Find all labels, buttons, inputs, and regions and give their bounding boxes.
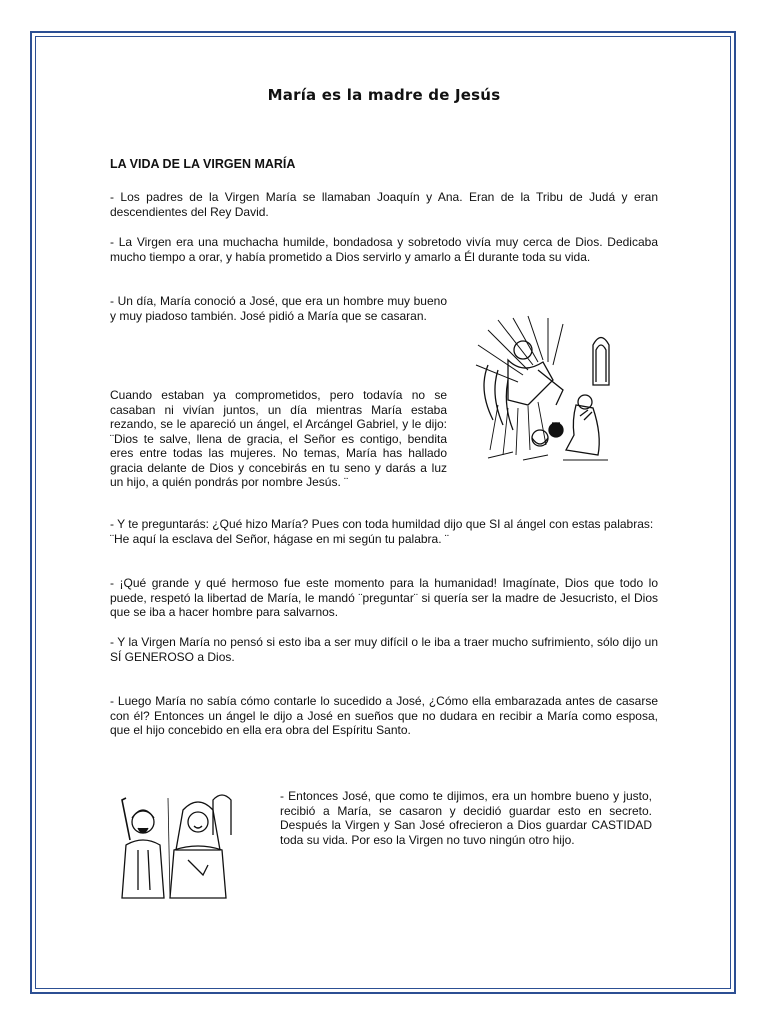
paragraph-annunciation: Cuando estaban ya comprometidos, pero todavía no se casaban ni vivían juntos, un día mientras María estaba rezando, se le apareció un ángel, el Arcángel Gabriel, y le dijo: ¨Dios te salve, llena de gracia, el Señor es contigo, bendita eres entre todas las mujeres. No temas, María has hallado gracia delante de Dios y concebirás en tu seno y darás a luz un hijo, a quién pondrás por nombre Jesús. ¨ [110, 388, 447, 489]
paragraph-humble: - La Virgen era una muchacha humilde, bondadosa y sobretodo vivía muy cerca de Dios. Dedicaba mucho tiempo a orar, y había prometido a Dios servirlo y amarlo a Él durante toda su vida. [110, 235, 658, 264]
paragraph-parents: - Los padres de la Virgen María se llamaban Joaquín y Ana. Eran de la Tribu de Judá y eran descendientes del Rey David. [110, 190, 658, 219]
section-heading: LA VIDA DE LA VIRGEN MARÍA [110, 157, 296, 171]
paragraph-mary-answer [110, 517, 658, 546]
paragraph-generous-yes: - Y la Virgen María no pensó si esto iba a ser muy difícil o le iba a traer mucho sufrimiento, sólo dijo un SÍ GENEROSO a Dios. [110, 635, 658, 664]
annunciation-illustration [468, 310, 618, 465]
paragraph-angel-to-jose: - Luego María no sabía cómo contarle lo sucedido a José, ¿Cómo ella embarazada antes de casarse con él? Entonces un ángel le dijo a José en sueños que no dudara en recibir a María como esposa, que el hijo concebido en ella era obra del Espíritu Santo. [110, 694, 658, 737]
mary-and-joseph-illustration [108, 790, 238, 902]
paragraph-mary-answer-quote: ¨He aquí la esclava del Señor, hágase en mi según tu palabra. ¨ [110, 531, 449, 546]
paragraph-chastity: - Entonces José, que como te dijimos, era un hombre bueno y justo, recibió a María, se casaron y decidió guardar esto en secreto. Después la Virgen y San José ofrecieron a Dios guardar CASTIDAD toda su vida. Por eso la Virgen no tuvo ningún otro hijo. [280, 789, 652, 847]
paragraph-great-moment: - ¡Qué grande y qué hermoso fue este momento para la humanidad! Imagínate, Dios que todo lo puede, respetó la libertad de María, le mandó ¨preguntar¨ si quería ser la madre de Jesucristo, el Dios que se iba a hacer hombre para salvarnos. [110, 576, 658, 619]
page-title: María es la madre de Jesús [267, 86, 501, 104]
paragraph-mary-answer-question: - Y te preguntarás: ¿Qué hizo María? Pues con toda humildad dijo que SI al ángel con estas palabras: [110, 517, 654, 531]
paragraph-meets-jose: - Un día, María conoció a José, que era un hombre muy bueno y muy piadoso también. José pidió a María que se casaran. [110, 294, 447, 323]
